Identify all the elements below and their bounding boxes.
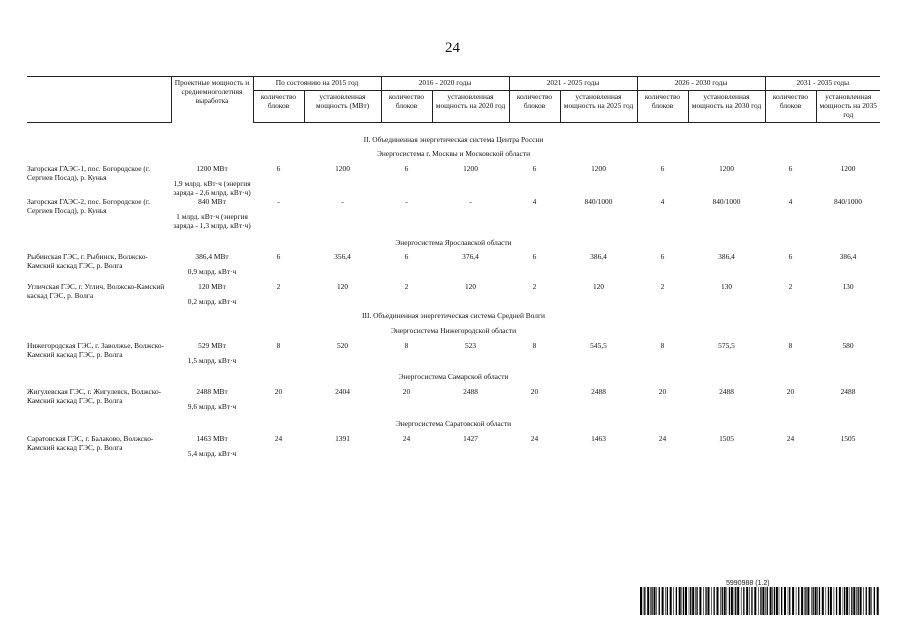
cell-value: 6 bbox=[660, 164, 665, 174]
plant-name: Загорская ГАЭС-1, пос. Богородское (г. Сергиев Посад), р. Кунья bbox=[27, 164, 150, 183]
cell-value: 840/1000 bbox=[712, 196, 741, 206]
cell-value: 20 bbox=[530, 387, 539, 397]
plant-power: 1463 МВт bbox=[196, 433, 228, 443]
plant-output: 1,5 млрд. кВт·ч bbox=[187, 355, 237, 365]
barcode-number: 5990988 (1.2) bbox=[726, 580, 770, 587]
cell-value: 520 bbox=[336, 340, 349, 350]
cell-value: 580 bbox=[842, 340, 854, 350]
header-name-column bbox=[27, 77, 171, 123]
cell-value: 20 bbox=[274, 387, 283, 397]
cell-value: 2 bbox=[532, 282, 537, 292]
table-body bbox=[27, 122, 880, 459]
plant-name: Нижегородская ГЭС, г. Заволжье, Волжско-Камский каскад ГЭС, р. Волга bbox=[27, 340, 165, 359]
plant-name: Загорская ГАЭС-2, пос. Богородское (г. Сергиев Посад), р. Кунья bbox=[27, 196, 150, 215]
cell-value: 6 bbox=[532, 164, 537, 174]
barcode-image bbox=[640, 587, 880, 615]
cell-value: 1463 bbox=[591, 433, 606, 443]
cell-value: 6 bbox=[404, 252, 409, 262]
cell-value: 386,4 bbox=[590, 252, 607, 262]
table-row bbox=[27, 198, 880, 207]
cell-value: 24 bbox=[530, 433, 539, 443]
cell-value: 24 bbox=[786, 433, 795, 443]
barcode-block bbox=[640, 580, 880, 615]
cell-value: - bbox=[405, 196, 408, 206]
cell-value: 1505 bbox=[840, 433, 856, 443]
cell-value: 8 bbox=[404, 340, 409, 350]
header-period-2031-2035: 2031 - 2035 годы bbox=[765, 77, 880, 91]
cell-value: 130 bbox=[842, 282, 854, 292]
cell-value: 6 bbox=[788, 164, 793, 174]
table-row bbox=[27, 165, 880, 174]
cell-value: 6 bbox=[276, 252, 281, 262]
cell-value: 2488 bbox=[719, 387, 734, 397]
cell-value: 1200 bbox=[335, 164, 350, 174]
table-row bbox=[27, 253, 880, 262]
section-title: II. Объединенная энергетическая система Центра России bbox=[363, 134, 544, 144]
plant-power: 386,4 МВт bbox=[195, 252, 229, 262]
cell-value: 8 bbox=[788, 340, 793, 350]
table-row bbox=[27, 283, 880, 292]
plant-output: 0,9 млрд. кВт·ч bbox=[187, 267, 237, 277]
cell-value: 2 bbox=[788, 282, 793, 292]
subheader-units: количество блоков bbox=[637, 90, 688, 122]
cell-value: 840/1000 bbox=[584, 196, 613, 206]
cell-value: - bbox=[341, 196, 344, 206]
plant-output: 1,9 млрд. кВт·ч (энергия заряда - 2,6 млрд. кВт·ч) bbox=[173, 179, 251, 197]
header-period-2015: По состоянию на 2015 год bbox=[253, 77, 381, 91]
subheader-capacity: установленная мощность на 2030 год bbox=[688, 90, 765, 122]
cell-value: 386,4 bbox=[839, 252, 857, 262]
cell-value: 1200 bbox=[463, 164, 478, 174]
subheader-units: количество блоков bbox=[765, 90, 816, 122]
cell-value: 4 bbox=[660, 196, 665, 206]
subheader-capacity: установленная мощность на 2035 год bbox=[816, 90, 880, 122]
cell-value: 6 bbox=[660, 252, 665, 262]
table-row bbox=[27, 388, 880, 397]
plant-power: 529 МВт bbox=[198, 340, 226, 350]
cell-value: 356,4 bbox=[334, 252, 351, 262]
cell-value: 130 bbox=[720, 282, 733, 292]
hydro-plants-table bbox=[27, 76, 880, 459]
cell-value: 120 bbox=[592, 282, 605, 292]
cell-value: 2404 bbox=[335, 387, 350, 397]
subheader-capacity: установленная мощность на 2025 год bbox=[560, 90, 637, 122]
plant-power: 2488 МВт bbox=[196, 387, 228, 397]
plant-power: 120 МВт bbox=[198, 282, 226, 292]
cell-value: 2488 bbox=[591, 387, 606, 397]
plant-power: 1200 МВт bbox=[196, 164, 228, 174]
header-project: Проектные мощность и среднемноголетняя выработка bbox=[171, 77, 253, 123]
plant-output: 9,6 млрд. кВт·ч bbox=[187, 402, 237, 412]
cell-value: 6 bbox=[404, 164, 409, 174]
cell-value: 20 bbox=[786, 387, 795, 397]
plant-output: 5,4 млрд. кВт·ч bbox=[187, 448, 237, 458]
cell-value: 6 bbox=[276, 164, 281, 174]
plant-name: Угличская ГЭС, г. Углич, Волжско-Камский каскад ГЭС, р. Волга bbox=[27, 282, 165, 300]
subheader-units: количество блоков bbox=[253, 90, 304, 122]
cell-value: 8 bbox=[660, 340, 665, 350]
header-period-2026-2030: 2026 - 2030 годы bbox=[637, 77, 765, 91]
cell-value: 24 bbox=[658, 433, 667, 443]
cell-value: 523 bbox=[464, 340, 477, 350]
cell-value: 24 bbox=[402, 433, 411, 443]
cell-value: 20 bbox=[658, 387, 667, 397]
cell-value: 1200 bbox=[719, 164, 734, 174]
cell-value: 1427 bbox=[463, 433, 478, 443]
cell-value: 4 bbox=[788, 196, 793, 206]
cell-value: 120 bbox=[464, 282, 477, 292]
region-title: Энергосистема Саратовской области bbox=[395, 419, 512, 428]
plant-name: Рыбинская ГЭС, г. Рыбинск, Волжско-Камский каскад ГЭС, р. Волга bbox=[27, 252, 148, 271]
cell-value: 1391 bbox=[335, 433, 350, 443]
cell-value: 2488 bbox=[463, 387, 478, 397]
plant-output: 0,2 млрд. кВт·ч bbox=[187, 297, 237, 306]
plant-name: Саратовская ГЭС, г. Балаково, Волжско-Камский каскад ГЭС, р. Волга bbox=[27, 433, 154, 452]
plant-name: Жигулевская ГЭС, г. Жигулевск, Волжско-Камский каскад ГЭС, р. Волга bbox=[27, 387, 162, 406]
cell-value: 1200 bbox=[591, 164, 606, 174]
region-title: Энергосистема Ярославской области bbox=[395, 237, 512, 247]
cell-value: 6 bbox=[788, 252, 793, 262]
page-number: 24 bbox=[445, 40, 460, 56]
cell-value: 120 bbox=[336, 282, 349, 292]
header-period-2021-2025: 2021 - 2025 годы bbox=[509, 77, 637, 91]
cell-value: 376,4 bbox=[462, 252, 479, 262]
subheader-units: количество блоков bbox=[509, 90, 560, 122]
cell-value: 8 bbox=[532, 340, 537, 350]
header-period-2016-2020: 2016 - 2020 годы bbox=[381, 77, 509, 91]
cell-value: 2488 bbox=[840, 387, 856, 397]
cell-value: 1200 bbox=[840, 164, 856, 174]
cell-value: 1505 bbox=[719, 433, 734, 443]
cell-value: 840/1000 bbox=[834, 196, 862, 206]
table-row bbox=[27, 342, 880, 351]
region-title: Энергосистема г. Москвы и Московской области bbox=[376, 149, 531, 159]
region-title: Энергосистема Самарской области bbox=[398, 372, 509, 382]
cell-value: 2 bbox=[276, 282, 281, 292]
section-title: III. Объединенная энергетическая система Средней Волги bbox=[362, 310, 545, 320]
cell-value: 545,5 bbox=[590, 340, 607, 350]
subheader-units: количество блоков bbox=[381, 90, 432, 122]
cell-value: 2 bbox=[404, 282, 409, 292]
table-row bbox=[27, 435, 880, 444]
cell-value: 2 bbox=[660, 282, 665, 292]
cell-value: 8 bbox=[276, 340, 281, 350]
cell-value: 6 bbox=[532, 252, 537, 262]
cell-value: 4 bbox=[532, 196, 537, 206]
plant-power: 840 МВт bbox=[198, 196, 226, 206]
subheader-capacity: установленная мощность (МВт) bbox=[304, 90, 381, 122]
cell-value: 386,4 bbox=[718, 252, 735, 262]
region-title: Энергосистема Нижегородской области bbox=[390, 325, 517, 335]
cell-value: 575,5 bbox=[718, 340, 735, 350]
cell-value: - bbox=[469, 196, 472, 206]
subheader-capacity: установленная мощность на 2020 год bbox=[432, 90, 509, 122]
cell-value: 24 bbox=[274, 433, 283, 443]
cell-value: 20 bbox=[402, 387, 411, 397]
cell-value: - bbox=[277, 196, 280, 206]
plant-output: 1 млрд. кВт·ч (энергия заряда - 1,3 млрд. кВт·ч) bbox=[173, 211, 251, 230]
